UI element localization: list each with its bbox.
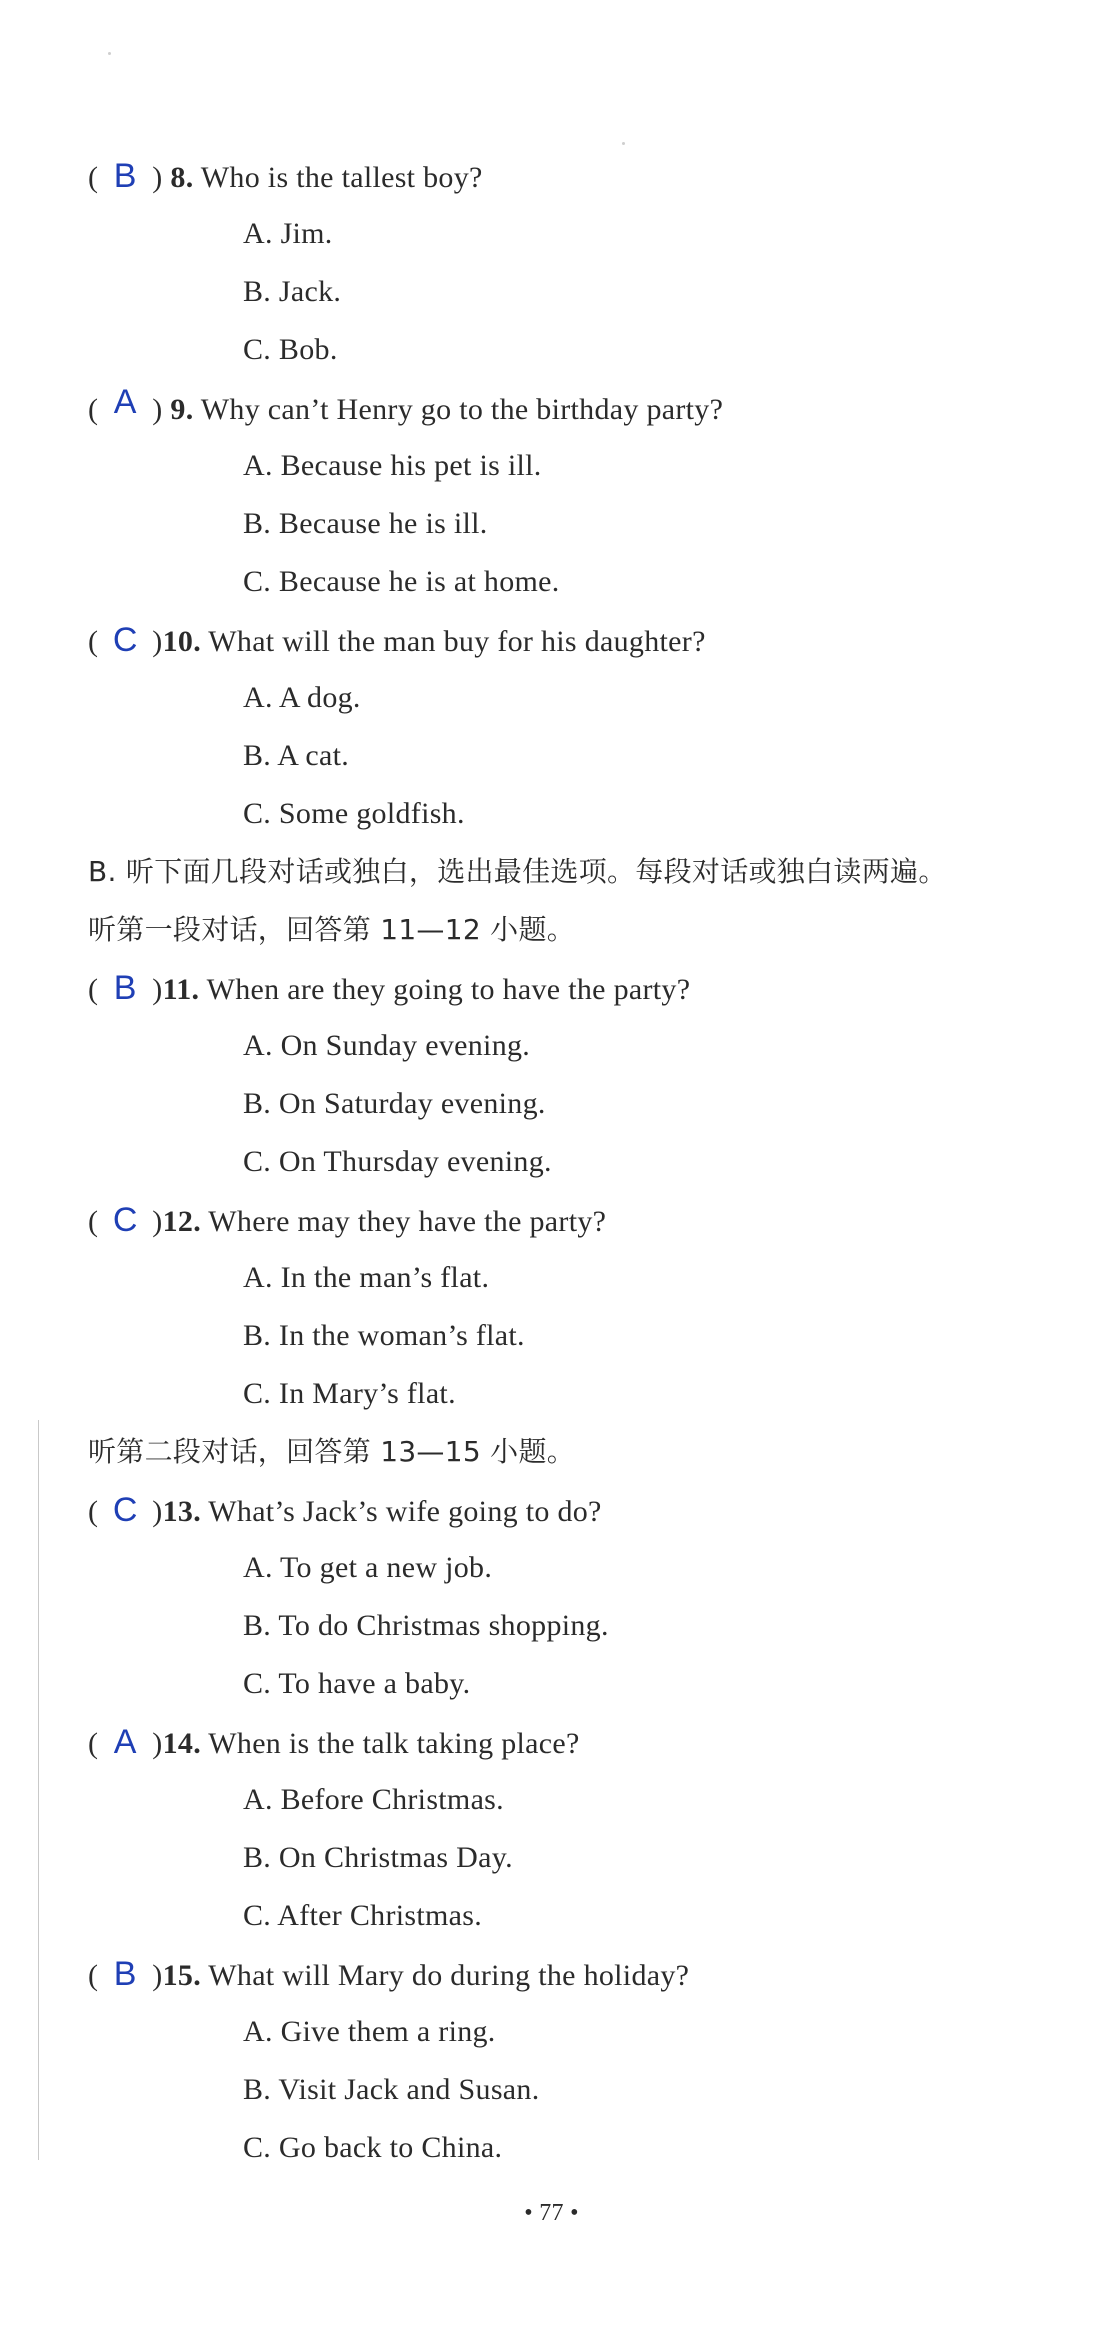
answer-mark: C — [112, 1491, 138, 1529]
answer-mark: A — [113, 1723, 137, 1761]
question-12: ( C )12. Where may they have the party? — [88, 1201, 607, 1239]
question-text: When are they going to have the party? — [206, 973, 691, 1006]
section-b-instructions: B. 听下面几段对话或独白，选出最佳选项。每段对话或独白读两遍。 — [88, 855, 947, 888]
option-c: C. On Thursday evening. — [243, 1145, 552, 1178]
question-8: ( B ) 8. Who is the tallest boy? — [88, 157, 483, 195]
option-a: A. Because his pet is ill. — [243, 449, 542, 482]
answer-mark: B — [113, 969, 137, 1007]
question-text: Why can’t Henry go to the birthday party? — [200, 393, 724, 426]
dialogue-1-heading: 听第一段对话，回答第 11—12 小题。 — [88, 913, 576, 946]
option-c: C. In Mary’s flat. — [243, 1377, 456, 1410]
question-number: 13 — [162, 1495, 194, 1528]
option-a: A. On Sunday evening. — [243, 1029, 531, 1062]
answer-mark: C — [112, 1201, 138, 1239]
answer-mark: B — [113, 157, 137, 195]
option-a: A. In the man’s flat. — [243, 1261, 490, 1294]
question-number: 12 — [162, 1205, 194, 1238]
option-b: B. On Christmas Day. — [243, 1841, 513, 1874]
dialogue-2-heading: 听第二段对话，回答第 13—15 小题。 — [88, 1435, 576, 1468]
question-11: ( B )11. When are they going to have the party? — [88, 969, 691, 1007]
question-15: ( B )15. What will Mary do during the holiday? — [88, 1955, 690, 1993]
option-c: C. To have a baby. — [243, 1667, 471, 1700]
question-text: What’s Jack’s wife going to do? — [208, 1495, 602, 1528]
question-text: Where may they have the party? — [208, 1205, 607, 1238]
option-c: C. Some goldfish. — [243, 797, 465, 830]
option-b: B. On Saturday evening. — [243, 1087, 546, 1120]
option-c: C. Go back to China. — [243, 2131, 503, 2164]
option-b: B. To do Christmas shopping. — [243, 1609, 609, 1642]
page-number: • 77 • — [524, 2200, 579, 2226]
option-c: C. Bob. — [243, 333, 338, 366]
option-b: B. In the woman’s flat. — [243, 1319, 525, 1352]
option-a: A. Give them a ring. — [243, 2015, 496, 2048]
option-b: B. Because he is ill. — [243, 507, 488, 540]
question-number: 14 — [162, 1727, 194, 1760]
page-edge-line — [38, 1420, 39, 2160]
answer-mark: B — [113, 1955, 137, 1993]
question-number: 15 — [162, 1959, 194, 1992]
option-c: C. After Christmas. — [243, 1899, 483, 1932]
question-text: What will the man buy for his daughter? — [208, 625, 706, 658]
option-b: B. Jack. — [243, 275, 342, 308]
option-a: A. A dog. — [243, 681, 361, 714]
question-14: ( A )14. When is the talk taking place? — [88, 1723, 580, 1761]
question-13: ( C )13. What’s Jack’s wife going to do? — [88, 1491, 602, 1529]
option-c: C. Because he is at home. — [243, 565, 560, 598]
scan-speck — [108, 52, 111, 55]
question-text: When is the talk taking place? — [208, 1727, 580, 1760]
answer-mark: C — [112, 621, 138, 659]
question-9: ( A ) 9. Why can’t Henry go to the birthday party? — [88, 383, 724, 426]
option-b: B. A cat. — [243, 739, 350, 772]
question-number: 11 — [162, 973, 192, 1006]
option-b: B. Visit Jack and Susan. — [243, 2073, 540, 2106]
option-a: A. Before Christmas. — [243, 1783, 504, 1816]
question-text: What will Mary do during the holiday? — [208, 1959, 690, 1992]
answer-mark: A — [113, 383, 137, 421]
question-text: Who is the tallest boy? — [200, 161, 483, 194]
question-number: 10 — [162, 625, 194, 658]
question-number: 8 — [170, 161, 186, 194]
scan-speck — [622, 142, 625, 145]
question-10: ( C )10. What will the man buy for his daughter? — [88, 621, 706, 659]
option-a: A. To get a new job. — [243, 1551, 493, 1584]
option-a: A. Jim. — [243, 217, 333, 250]
question-number: 9 — [170, 393, 186, 426]
